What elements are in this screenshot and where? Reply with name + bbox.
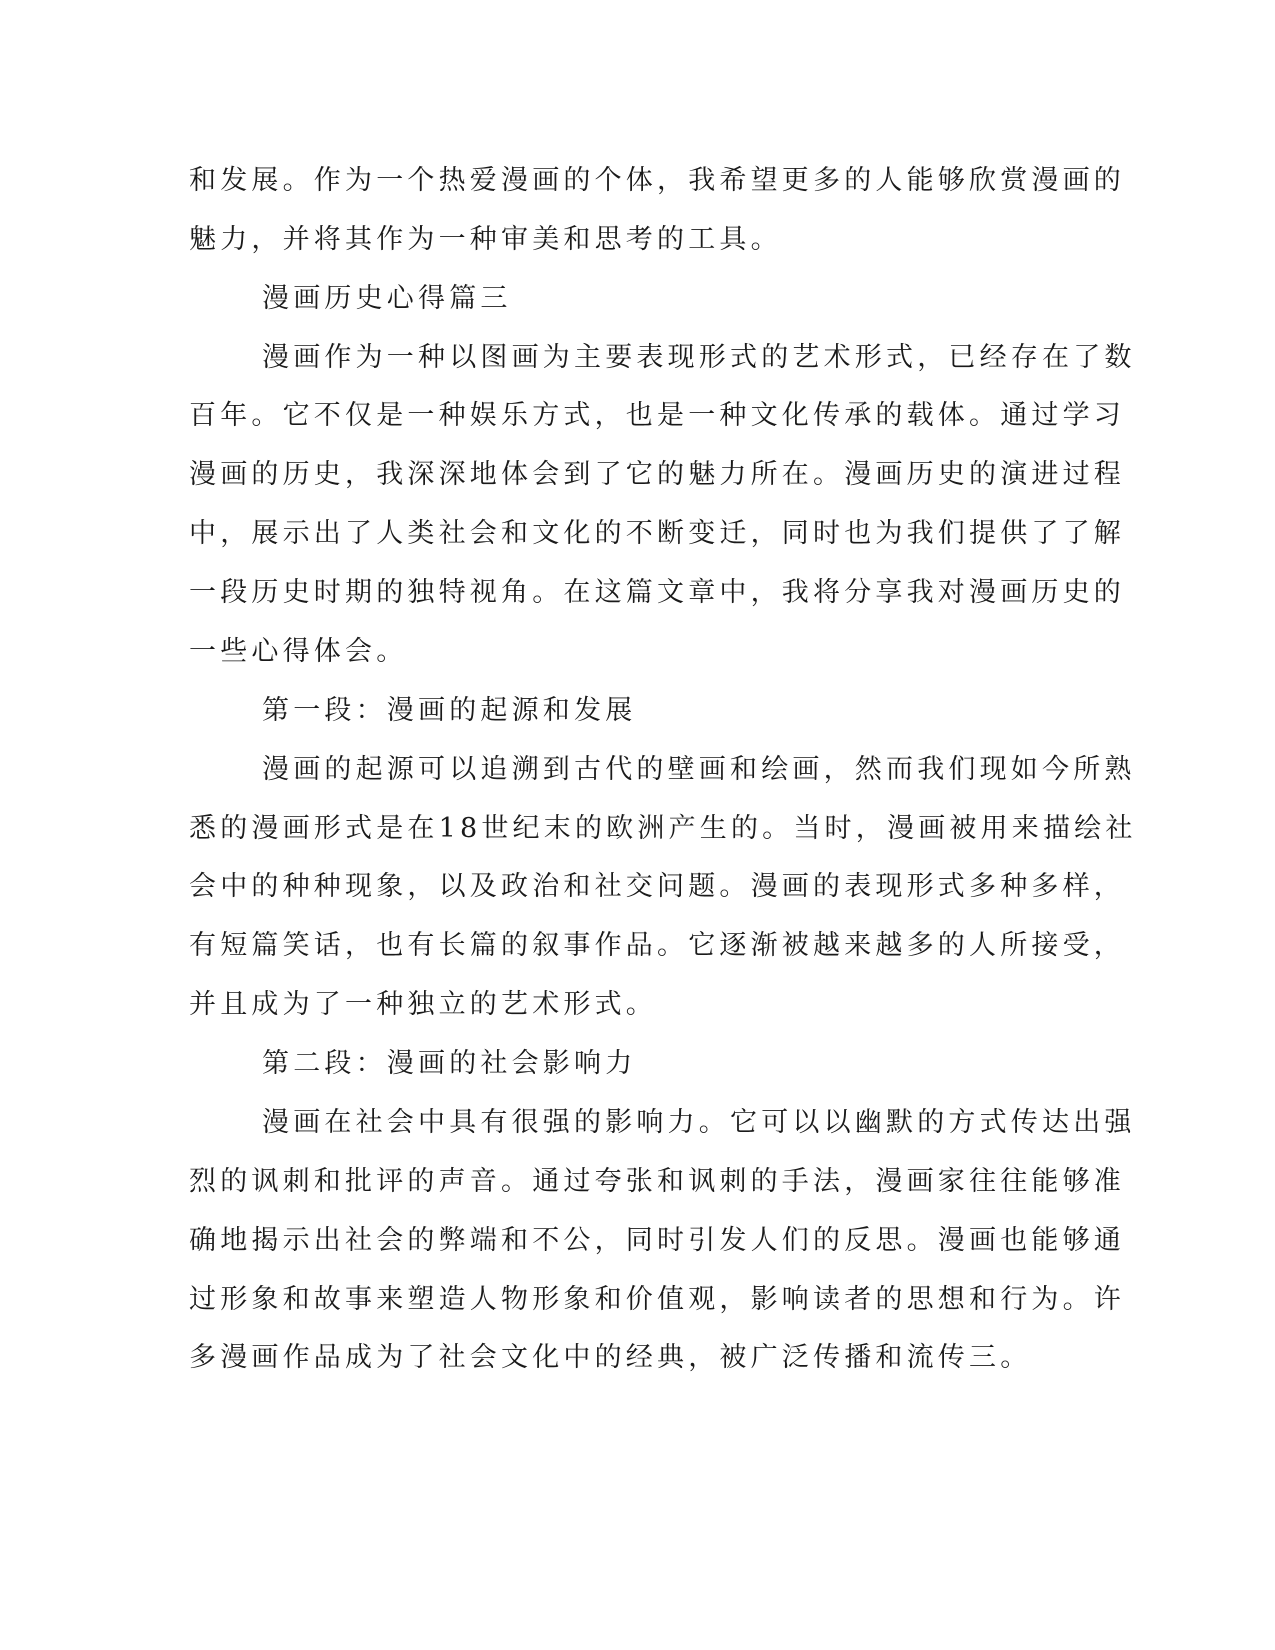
text-line: 并且成为了一种独立的艺术形式。 — [189, 989, 657, 1020]
section-heading: 第二段：漫画的社会影响力 — [262, 1048, 637, 1079]
text-line: 和发展。作为一个热爱漫画的个体，我希望更多的人能够欣赏漫画的 — [189, 165, 1125, 196]
text-line: 会中的种种现象，以及政治和社交问题。漫画的表现形式多种多样， — [189, 871, 1125, 902]
text-line: 百年。它不仅是一种娱乐方式，也是一种文化传承的载体。通过学习 — [189, 400, 1125, 431]
text-line: 中，展示出了人类社会和文化的不断变迁，同时也为我们提供了了解 — [189, 518, 1125, 549]
text-line: 过形象和故事来塑造人物形象和价值观，影响读者的思想和行为。许 — [189, 1284, 1125, 1315]
text-line: 悉的漫画形式是在18世纪末的欧洲产生的。当时，漫画被用来描绘社 — [189, 813, 1137, 844]
text-line: 漫画作为一种以图画为主要表现形式的艺术形式，已经存在了数 — [262, 342, 1136, 373]
text-line: 烈的讽刺和批评的声音。通过夸张和讽刺的手法，漫画家往往能够准 — [189, 1166, 1125, 1197]
text-line: 一些心得体会。 — [189, 636, 408, 667]
section-heading: 第一段：漫画的起源和发展 — [262, 695, 637, 726]
text-line: 有短篇笑话，也有长篇的叙事作品。它逐渐被越来越多的人所接受， — [189, 930, 1125, 961]
text-line: 确地揭示出社会的弊端和不公，同时引发人们的反思。漫画也能够通 — [189, 1225, 1125, 1256]
text-line: 漫画在社会中具有很强的影响力。它可以以幽默的方式传达出强 — [262, 1107, 1136, 1138]
text-line: 魅力，并将其作为一种审美和思考的工具。 — [189, 224, 782, 255]
text-line: 多漫画作品成为了社会文化中的经典，被广泛传播和流传三。 — [189, 1342, 1032, 1373]
section-heading: 漫画历史心得篇三 — [262, 283, 512, 314]
text-line: 一段历史时期的独特视角。在这篇文章中，我将分享我对漫画历史的 — [189, 577, 1125, 608]
text-line: 漫画的历史，我深深地体会到了它的魅力所在。漫画历史的演进过程 — [189, 459, 1125, 490]
text-line: 漫画的起源可以追溯到古代的壁画和绘画，然而我们现如今所熟 — [262, 754, 1136, 785]
